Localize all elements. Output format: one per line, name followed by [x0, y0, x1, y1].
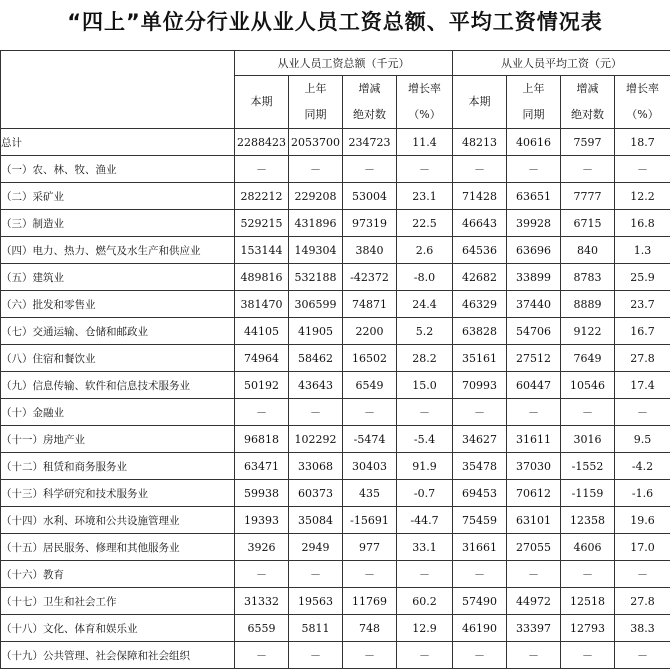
column-header-line: 增长率 [626, 82, 659, 95]
industry-name: （六）批发和零售业 [1, 291, 235, 318]
column-header [235, 76, 289, 129]
industry-name: （十四）水利、环境和公共设施管理业 [1, 507, 235, 534]
table-cell: － [561, 156, 615, 183]
industry-name: （十三）科学研究和技术服务业 [1, 480, 235, 507]
table-cell: -15691 [343, 507, 397, 534]
table-cell: 19393 [235, 507, 289, 534]
table-cell: 33899 [507, 264, 561, 291]
table-cell: 18.7 [615, 129, 670, 156]
column-header [615, 76, 670, 129]
column-header [289, 76, 343, 129]
group-header-average-wages: 从业人员平均工资（元） [453, 51, 670, 76]
table-cell: － [235, 642, 289, 669]
table-cell: 25.9 [615, 264, 670, 291]
table-row [1, 615, 670, 642]
table-cell: 46190 [453, 615, 507, 642]
table-cell: 2288423 [235, 129, 289, 156]
table-cell: 489816 [235, 264, 289, 291]
column-header-line: （%） [626, 108, 659, 121]
table-cell: 3840 [343, 237, 397, 264]
industry-header-cell [1, 51, 235, 129]
table-cell: 6559 [235, 615, 289, 642]
table-cell: 74964 [235, 345, 289, 372]
table-cell: 96818 [235, 426, 289, 453]
table-cell: 33068 [289, 453, 343, 480]
table-cell: 10546 [561, 372, 615, 399]
table-cell: － [615, 399, 670, 426]
table-cell: － [615, 642, 670, 669]
group-header-total-wages: 从业人员工资总额（千元） [235, 51, 453, 76]
table-cell: -1552 [561, 453, 615, 480]
table-cell: － [561, 642, 615, 669]
table-row [1, 453, 670, 480]
column-header-line: 上年 [522, 82, 545, 95]
table-cell: 40616 [507, 129, 561, 156]
table-cell: 64536 [453, 237, 507, 264]
table-cell: 33397 [507, 615, 561, 642]
table-cell: 28.2 [397, 345, 453, 372]
table-cell: － [615, 156, 670, 183]
table-cell: 7649 [561, 345, 615, 372]
table-cell: 4606 [561, 534, 615, 561]
table-cell: 74871 [343, 291, 397, 318]
column-header-line: 同期 [304, 108, 327, 121]
table-cell: － [397, 156, 453, 183]
table-cell: 532188 [289, 264, 343, 291]
table-cell: 97319 [343, 210, 397, 237]
table-row [1, 561, 670, 588]
table-cell: 381470 [235, 291, 289, 318]
table-cell: 6549 [343, 372, 397, 399]
table-cell: 12793 [561, 615, 615, 642]
column-header [343, 76, 397, 129]
table-cell: 23.1 [397, 183, 453, 210]
table-cell: 31332 [235, 588, 289, 615]
industry-name: （二）采矿业 [1, 183, 235, 210]
table-cell: 529215 [235, 210, 289, 237]
table-cell: 54706 [507, 318, 561, 345]
table-cell: 69453 [453, 480, 507, 507]
table-cell: -42372 [343, 264, 397, 291]
table-cell: 91.9 [397, 453, 453, 480]
industry-name: （七）交通运输、仓储和邮政业 [1, 318, 235, 345]
table-cell: － [289, 642, 343, 669]
table-cell: 5.2 [397, 318, 453, 345]
column-header-line: 本期 [250, 95, 273, 108]
table-cell: － [453, 642, 507, 669]
column-header-line: 上年 [304, 82, 327, 95]
table-cell: 60373 [289, 480, 343, 507]
table-cell: -8.0 [397, 264, 453, 291]
column-header-line: 增长率 [408, 82, 441, 95]
table-row [1, 318, 670, 345]
table-row [1, 534, 670, 561]
table-cell: 38.3 [615, 615, 670, 642]
column-header-line: 本期 [468, 95, 491, 108]
table-cell: 46643 [453, 210, 507, 237]
table-cell: 15.0 [397, 372, 453, 399]
table-cell: 70612 [507, 480, 561, 507]
table-cell: － [453, 561, 507, 588]
column-header-line: 绝对数 [571, 108, 604, 121]
table-cell: 7777 [561, 183, 615, 210]
table-cell: 23.7 [615, 291, 670, 318]
table-cell: -1159 [561, 480, 615, 507]
industry-name: （十）金融业 [1, 399, 235, 426]
table-cell: 5811 [289, 615, 343, 642]
table-cell: -5474 [343, 426, 397, 453]
table-cell: 16502 [343, 345, 397, 372]
industry-name: （三）制造业 [1, 210, 235, 237]
table-cell: 46329 [453, 291, 507, 318]
table-cell: 234723 [343, 129, 397, 156]
table-cell: 7597 [561, 129, 615, 156]
table-cell: － [507, 156, 561, 183]
industry-name: （十六）教育 [1, 561, 235, 588]
table-cell: 11.4 [397, 129, 453, 156]
table-cell: 24.4 [397, 291, 453, 318]
table-row [1, 291, 670, 318]
table-cell: 3016 [561, 426, 615, 453]
table-row [1, 372, 670, 399]
table-cell: 44105 [235, 318, 289, 345]
table-cell: 42682 [453, 264, 507, 291]
table-cell: 63651 [507, 183, 561, 210]
table-cell: 12.2 [615, 183, 670, 210]
table-row [1, 399, 670, 426]
table-cell: 63696 [507, 237, 561, 264]
table-cell: 27512 [507, 345, 561, 372]
industry-name: （十二）租赁和商务服务业 [1, 453, 235, 480]
table-cell: 11769 [343, 588, 397, 615]
table-cell: 2.6 [397, 237, 453, 264]
column-header-line: （%） [408, 108, 441, 121]
table-cell: 30403 [343, 453, 397, 480]
table-cell: － [397, 399, 453, 426]
table-cell: 840 [561, 237, 615, 264]
table-cell: 27.8 [615, 345, 670, 372]
industry-name: （十一）房地产业 [1, 426, 235, 453]
table-row [1, 210, 670, 237]
table-cell: 63471 [235, 453, 289, 480]
column-header [507, 76, 561, 129]
table-cell: 31661 [453, 534, 507, 561]
table-cell: 229208 [289, 183, 343, 210]
table-cell: － [453, 399, 507, 426]
industry-name: （八）住宿和餐饮业 [1, 345, 235, 372]
table-cell: － [289, 399, 343, 426]
table-cell: 16.7 [615, 318, 670, 345]
table-cell: 35161 [453, 345, 507, 372]
table-cell: 282212 [235, 183, 289, 210]
table-cell: 19563 [289, 588, 343, 615]
table-cell: － [289, 156, 343, 183]
table-row [1, 264, 670, 291]
table-cell: 22.5 [397, 210, 453, 237]
table-cell: 39928 [507, 210, 561, 237]
table-cell: -4.2 [615, 453, 670, 480]
table-cell: 12358 [561, 507, 615, 534]
column-header-line: 增减 [358, 82, 381, 95]
table-row [1, 480, 670, 507]
table-cell: 33.1 [397, 534, 453, 561]
industry-name: （五）建筑业 [1, 264, 235, 291]
table-cell: -5.4 [397, 426, 453, 453]
column-header [561, 76, 615, 129]
table-cell: 27.8 [615, 588, 670, 615]
table-cell: 1.3 [615, 237, 670, 264]
table-row [1, 156, 670, 183]
table-cell: － [343, 399, 397, 426]
table-cell: -0.7 [397, 480, 453, 507]
industry-name: （九）信息传输、软件和信息技术服务业 [1, 372, 235, 399]
table-cell: 435 [343, 480, 397, 507]
table-cell: － [561, 561, 615, 588]
table-cell: 2053700 [289, 129, 343, 156]
column-header-line: 同期 [522, 108, 545, 121]
table-row [1, 183, 670, 210]
table-cell: 43643 [289, 372, 343, 399]
industry-name: 总计 [1, 129, 235, 156]
column-header-line: 绝对数 [353, 108, 386, 121]
table-cell: 16.8 [615, 210, 670, 237]
table-cell: 153144 [235, 237, 289, 264]
table-row [1, 426, 670, 453]
column-header [397, 76, 453, 129]
table-cell: 9.5 [615, 426, 670, 453]
table-cell: 58462 [289, 345, 343, 372]
table-cell: － [561, 399, 615, 426]
table-row [1, 237, 670, 264]
table-cell: 27055 [507, 534, 561, 561]
wage-table [0, 50, 670, 669]
table-cell: 306599 [289, 291, 343, 318]
table-cell: － [615, 561, 670, 588]
table-row [1, 507, 670, 534]
table-cell: 60.2 [397, 588, 453, 615]
table-cell: － [289, 561, 343, 588]
table-cell: 431896 [289, 210, 343, 237]
table-cell: 57490 [453, 588, 507, 615]
table-cell: － [235, 399, 289, 426]
table-cell: 977 [343, 534, 397, 561]
page-title: “四上”单位分行业从业人员工资总额、平均工资情况表 [67, 10, 603, 34]
table-cell: 19.6 [615, 507, 670, 534]
table-cell: 63101 [507, 507, 561, 534]
table-cell: 41905 [289, 318, 343, 345]
table-cell: -1.6 [615, 480, 670, 507]
table-cell: 2200 [343, 318, 397, 345]
table-cell: 53004 [343, 183, 397, 210]
table-cell: 748 [343, 615, 397, 642]
table-cell: 75459 [453, 507, 507, 534]
table-cell: － [397, 642, 453, 669]
table-cell: － [235, 156, 289, 183]
table-cell: 35084 [289, 507, 343, 534]
table-cell: 102292 [289, 426, 343, 453]
table-cell: 37440 [507, 291, 561, 318]
table-cell: 34627 [453, 426, 507, 453]
table-cell: 3926 [235, 534, 289, 561]
table-cell: 6715 [561, 210, 615, 237]
table-cell: 17.0 [615, 534, 670, 561]
table-cell: 70993 [453, 372, 507, 399]
table-cell: 50192 [235, 372, 289, 399]
table-cell: 12.9 [397, 615, 453, 642]
table-cell: 12518 [561, 588, 615, 615]
table-cell: 59938 [235, 480, 289, 507]
industry-name: （十七）卫生和社会工作 [1, 588, 235, 615]
industry-name: （十八）文化、体育和娱乐业 [1, 615, 235, 642]
industry-name: （一）农、林、牧、渔业 [1, 156, 235, 183]
table-row [1, 642, 670, 669]
table-cell: 71428 [453, 183, 507, 210]
table-cell: － [343, 561, 397, 588]
table-cell: 37030 [507, 453, 561, 480]
table-cell: － [343, 156, 397, 183]
column-header [453, 76, 507, 129]
column-header-line: 增减 [576, 82, 599, 95]
table-cell: 17.4 [615, 372, 670, 399]
table-cell: － [343, 642, 397, 669]
table-cell: 149304 [289, 237, 343, 264]
table-cell: 63828 [453, 318, 507, 345]
table-cell: 8889 [561, 291, 615, 318]
table-row [1, 129, 670, 156]
table-cell: 9122 [561, 318, 615, 345]
table-cell: 31611 [507, 426, 561, 453]
industry-name: （四）电力、热力、燃气及水生产和供应业 [1, 237, 235, 264]
table-cell: 2949 [289, 534, 343, 561]
table-cell: 35478 [453, 453, 507, 480]
industry-name: （十五）居民服务、修理和其他服务业 [1, 534, 235, 561]
table-cell: － [397, 561, 453, 588]
industry-name: （十九）公共管理、社会保障和社会组织 [1, 642, 235, 669]
table-row [1, 345, 670, 372]
table-cell: － [453, 156, 507, 183]
table-row [1, 588, 670, 615]
table-cell: 48213 [453, 129, 507, 156]
table-cell: -44.7 [397, 507, 453, 534]
table-cell: － [507, 561, 561, 588]
table-cell: － [507, 399, 561, 426]
table-cell: － [235, 561, 289, 588]
table-cell: 8783 [561, 264, 615, 291]
table-cell: － [507, 642, 561, 669]
table-cell: 44972 [507, 588, 561, 615]
table-cell: 60447 [507, 372, 561, 399]
